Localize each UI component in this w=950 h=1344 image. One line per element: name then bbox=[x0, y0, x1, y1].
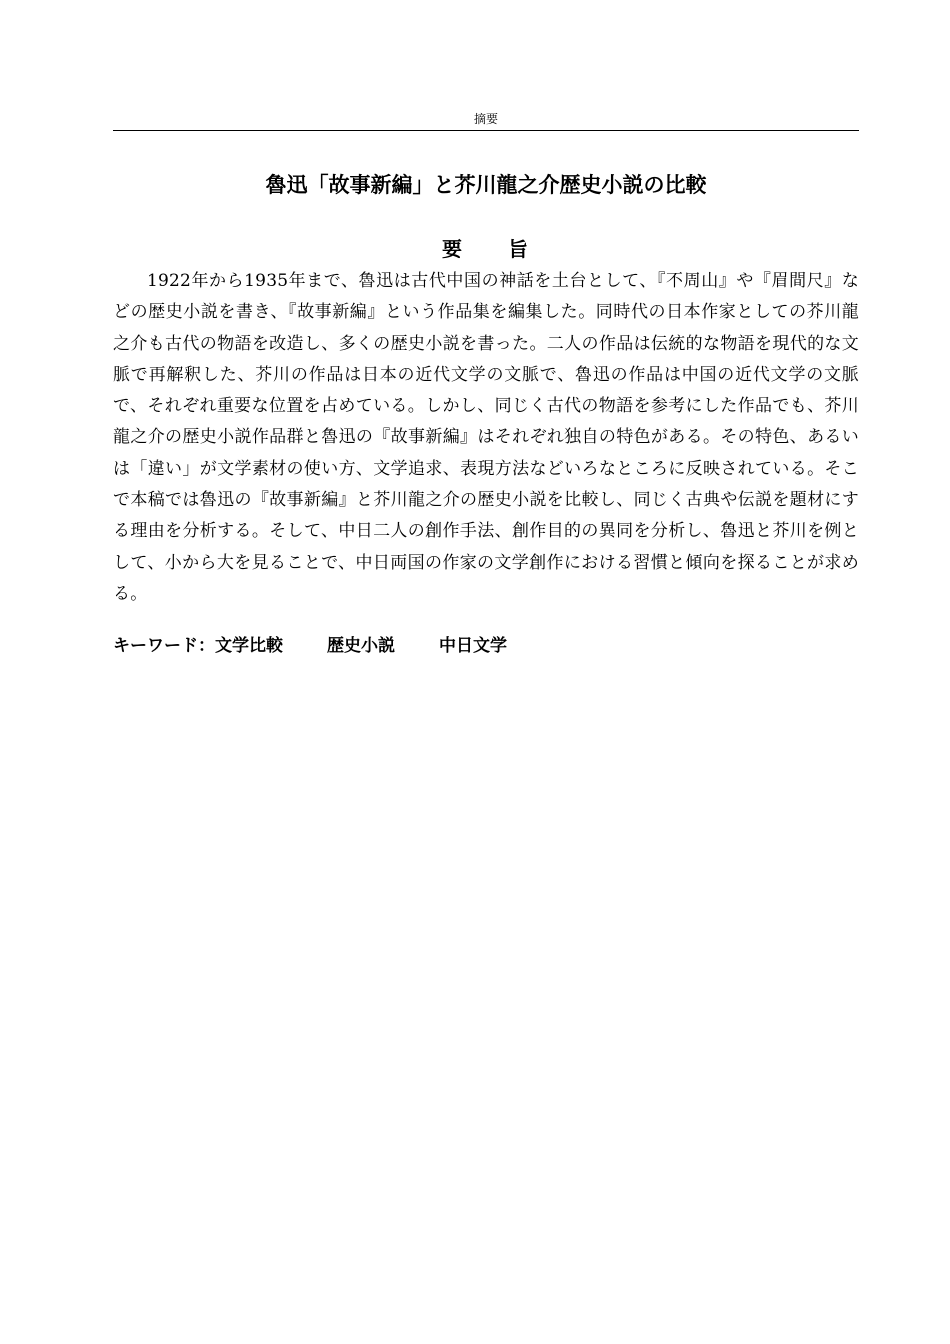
keyword-item: 中日文学 bbox=[439, 636, 507, 656]
page-header bbox=[113, 108, 859, 131]
abstract-heading: 要 旨 bbox=[442, 237, 530, 261]
document-title: 魯迅「故事新編」と芥川龍之介歴史小説の比較 bbox=[265, 173, 707, 197]
header-label: 摘要 bbox=[473, 112, 498, 126]
abstract-body: 1922年から1935年まで、魯迅は古代中国の神話を土台として、『不周山』や『眉間尺』などの歴史小説を書き、『故事新編』という作品集を編集した。同時代の日本作家としての芥川龍之介も古代の物語を改造し、多くの歴史小説を書った。二人の作品は伝統的な物語を現代的な文脈で再解釈した、芥川の作品は日本の近代文学の文脈で、魯迅の作品は中国の近代文学の文脈で、それぞれ重要な位置を占めている。しかし、同じく古代の物語を参考にした作品でも、芥川龍之介の歴史小説作品群と魯迅の『故事新編』はそれぞれ独自の特色がある。その特色、あるいは「違い」が文学素材の使い方、文学追求、表現方法などいろなところに反映されている。そこで本稿では魯迅の『故事新編』と芥川龍之介の歴史小説を比較し、同じく古典や伝説を題材にする理由を分析する。そして、中日二人の創作手法、創作目的の異同を分析し、魯迅と芥川を例として、小から大を見ることで、中日両国の作家の文学創作における習慣と傾向を探ることが求める。 bbox=[113, 271, 859, 604]
keywords-line bbox=[113, 632, 859, 660]
keyword-item: 歴史小説 bbox=[327, 636, 395, 656]
keyword-item: 文学比較 bbox=[215, 636, 283, 656]
keywords-label: キーワード： bbox=[113, 636, 215, 656]
